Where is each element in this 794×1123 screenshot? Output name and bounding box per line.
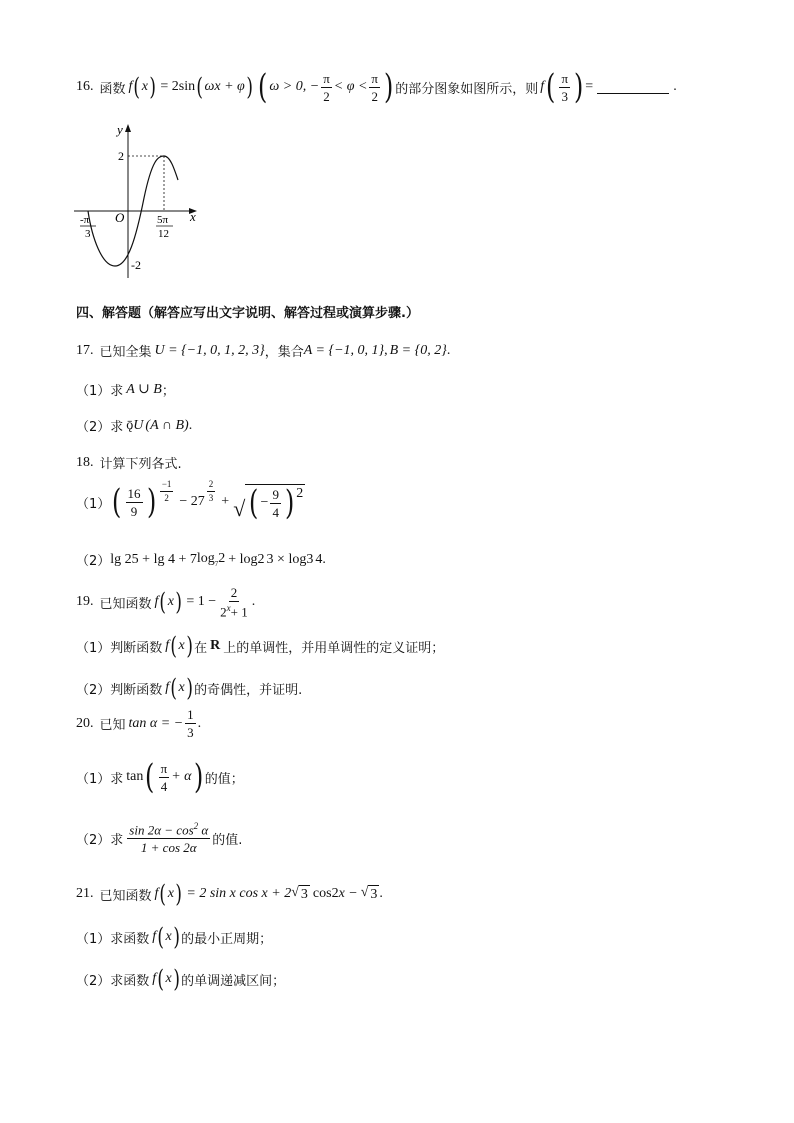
paren-left: ( <box>157 923 165 951</box>
math-cos: cos <box>312 886 332 901</box>
min-label: -2 <box>131 258 141 272</box>
den-exp: x <box>226 603 231 613</box>
question-17 <box>76 341 450 360</box>
sqrt-3b <box>361 885 380 903</box>
text: 在 <box>194 640 208 656</box>
paren-left: ( <box>133 73 141 101</box>
period: . <box>446 342 451 358</box>
math-union: A ∪ B <box>126 382 162 397</box>
math-f: f <box>165 638 170 653</box>
math-x-minus: x − <box>338 886 358 901</box>
radicand: 3 <box>300 887 308 902</box>
big-paren-right: ) <box>146 482 156 522</box>
question-19 <box>76 586 255 618</box>
math-equals: = <box>585 79 594 94</box>
question-19-part-1 <box>76 634 444 658</box>
minus-27: − 27 <box>179 494 205 509</box>
numerator <box>160 480 174 492</box>
denominator: 9 <box>130 503 138 519</box>
question-text: 已知函数 <box>99 888 152 904</box>
math-arg: ωx + φ <box>204 79 245 94</box>
fraction-9-4 <box>270 488 281 519</box>
fraction-pi-4 <box>159 762 170 793</box>
denominator: 2 <box>323 88 330 104</box>
y-axis-label: y <box>117 122 123 137</box>
question-text-2: ，集合 <box>264 345 304 360</box>
math-x: x <box>141 79 148 94</box>
paren-left: ( <box>159 880 167 908</box>
text: 的奇偶性，并证明. <box>194 682 303 698</box>
num-text: sin 2α − cos <box>129 822 194 838</box>
period: . <box>322 551 326 567</box>
denominator: 3 <box>187 725 194 740</box>
part-label: （1）判断函数 <box>76 640 163 656</box>
part-label: （2）求 <box>76 832 124 848</box>
radical-sign: √ <box>233 496 246 521</box>
math-f: f <box>154 886 159 901</box>
text: 的值. <box>212 832 243 848</box>
paren-right: ) <box>186 632 193 660</box>
question-16 <box>76 67 677 107</box>
reals-symbol: R <box>210 638 221 653</box>
plus-sign: + <box>221 494 230 509</box>
denominator: 4 <box>160 778 168 794</box>
paren-right: ) <box>186 674 193 702</box>
question-text: 函数 <box>99 81 126 97</box>
math-intersection: (A ∩ B) <box>145 417 189 433</box>
log-exp-tail: 2 <box>218 551 226 567</box>
question-text: 计算下列各式. <box>99 457 182 472</box>
y-axis-arrow <box>125 124 131 132</box>
text: 的值； <box>204 771 244 787</box>
question-17-part-2 <box>76 416 192 435</box>
question-number: 21. <box>76 886 94 901</box>
question-number: 19. <box>76 594 94 610</box>
numerator: 9 <box>272 486 279 502</box>
big-paren-left: ( <box>546 67 556 107</box>
question-20-part-2 <box>76 822 242 854</box>
sqrt-3 <box>291 885 310 903</box>
paren-left: ( <box>196 73 204 101</box>
part-label: （1）求函数 <box>76 931 150 947</box>
denominator: 2 <box>164 493 169 503</box>
set-A: A = {−1, 0, 1} <box>303 342 385 358</box>
max-label: 2 <box>118 149 124 163</box>
part-label: （1）求 <box>76 771 124 787</box>
log-expr-b: + log <box>228 551 258 567</box>
log-exp <box>197 551 225 568</box>
big-paren-left: ( <box>258 67 268 107</box>
math-tan: tan α = − <box>128 715 184 731</box>
text: 的最小正周期； <box>181 931 273 947</box>
numerator: 2 <box>207 480 216 492</box>
period: . <box>188 417 193 433</box>
question-number: 16. <box>76 79 94 94</box>
math-x: x <box>165 971 172 986</box>
pos-tick-denominator: 12 <box>158 228 169 240</box>
log-exp-sub: 7 <box>214 559 219 568</box>
numerator: π <box>561 70 569 86</box>
minus-sign: − <box>260 495 269 510</box>
numerator: 2 <box>230 585 238 600</box>
origin-label: O <box>115 210 125 225</box>
question-number: 20. <box>76 715 94 731</box>
fraction-16-9 <box>126 487 143 518</box>
math-f: f <box>165 680 170 695</box>
answer-blank[interactable] <box>597 81 669 94</box>
question-18 <box>76 453 182 472</box>
question-number: 18. <box>76 454 94 470</box>
square-exponent: 2 <box>296 486 304 501</box>
fraction-pi-2 <box>321 72 332 103</box>
log-expr-a: lg 25 + lg 4 + 7 <box>110 551 197 567</box>
log-exp-base: log <box>196 551 215 567</box>
complement-sub: U <box>133 417 144 433</box>
question-text: 已知函数 <box>99 596 152 612</box>
denominator: 3 <box>208 493 214 503</box>
radical-sign: √ <box>291 885 299 900</box>
big-paren-left: ( <box>112 482 122 522</box>
question-text: 已知 <box>99 718 126 733</box>
math-f: f <box>152 971 157 986</box>
question-20-part-1 <box>76 757 244 797</box>
exponent-2-3 <box>207 480 216 503</box>
radical-sign: √ <box>360 885 369 900</box>
num-sup: 2 <box>193 821 199 831</box>
paren-left: ( <box>170 632 178 660</box>
denominator: 3 <box>561 88 568 104</box>
fraction-2-over-2x-plus-1 <box>218 586 250 618</box>
paren-right: ) <box>173 965 180 993</box>
numerator: 1 <box>187 707 194 722</box>
pos-tick-numerator: 5π <box>157 214 169 226</box>
fraction-1-3 <box>185 708 196 739</box>
period: . <box>673 79 677 94</box>
log-expr-c: 3 × log <box>266 551 307 567</box>
neg-tick-denominator: 3 <box>85 228 91 240</box>
den-base: 2 <box>220 604 227 620</box>
question-text-2: 的部分图象如图所示，则 <box>395 81 539 97</box>
square-root <box>233 483 305 523</box>
set-U: U = {−1, 0, 1, 2, 3} <box>154 342 265 358</box>
part-label: （2） <box>76 554 111 569</box>
math-expr: = 2sin <box>160 79 196 94</box>
function-graph <box>66 118 206 288</box>
math-x: x <box>167 886 174 901</box>
question-number: 17. <box>76 342 94 358</box>
comma: , <box>384 342 388 358</box>
math-f: f <box>128 79 133 94</box>
math-condition: ω > 0, − <box>269 79 320 94</box>
question-19-part-2 <box>76 676 302 700</box>
big-paren-right: ) <box>574 67 584 107</box>
num-tail: α <box>198 822 209 838</box>
section-heading: 四、解答题（解答应写出文字说明、解答过程或演算步骤.） <box>76 306 419 321</box>
denominator <box>218 602 250 618</box>
period: . <box>197 715 202 731</box>
numerator <box>127 822 210 839</box>
denominator: 4 <box>272 504 279 520</box>
question-text: 已知全集 <box>99 345 152 360</box>
text: 上的单调性，并用单调性的定义证明； <box>223 640 445 656</box>
big-paren-left: ( <box>249 483 259 523</box>
denominator: 1 + cos 2α <box>140 840 197 856</box>
question-21 <box>76 882 383 906</box>
exp-num: 1 <box>166 479 172 489</box>
sup-2: 2 <box>331 886 339 901</box>
log-expr-d: 4 <box>315 551 323 567</box>
set-B: B = {0, 2} <box>389 342 447 358</box>
period: . <box>379 886 383 901</box>
paren-right: ) <box>175 880 182 908</box>
big-paren-right: ) <box>193 757 203 797</box>
question-21-part-1 <box>76 925 272 949</box>
part-label: （2）求 <box>76 420 124 435</box>
fraction-sin-cos <box>127 822 210 854</box>
exponent-neg-half <box>160 480 174 503</box>
paren-right: ) <box>149 73 156 101</box>
den-tail: + 1 <box>230 604 248 620</box>
big-paren-right: ) <box>284 483 295 523</box>
math-tan: tan <box>126 769 144 784</box>
part-label: （1）求 <box>76 384 124 399</box>
paren-right: ) <box>246 73 253 101</box>
paren-right: ) <box>175 588 182 617</box>
math-x: x <box>178 680 185 695</box>
part-label: （1） <box>76 496 111 512</box>
question-17-part-1 <box>76 380 175 399</box>
math-x: x <box>165 929 172 944</box>
text: 的单调递减区间； <box>181 973 286 989</box>
fraction-pi-3 <box>559 72 570 103</box>
log-sub-3: 3 <box>306 551 314 567</box>
question-18-part-2 <box>76 550 326 569</box>
paren-left: ( <box>170 674 178 702</box>
x-axis-label: x <box>190 209 196 224</box>
period: . <box>251 594 256 610</box>
denominator: 2 <box>371 88 378 104</box>
math-f: f <box>540 79 545 94</box>
complement-symbol: ǭ <box>126 417 134 433</box>
part-label: （2）判断函数 <box>76 682 163 698</box>
numerator: π <box>371 70 378 86</box>
paren-left: ( <box>157 965 165 993</box>
fraction-pi-2b <box>369 72 380 103</box>
math-x: x <box>167 594 174 610</box>
question-18-part-1 <box>76 479 305 523</box>
math-f: f <box>154 594 159 610</box>
radicand: 3 <box>370 887 378 902</box>
math-condition-2: < φ < <box>333 79 368 94</box>
punct: ； <box>161 384 175 399</box>
math-expr: = 1 − <box>186 594 217 610</box>
numerator: π <box>160 760 168 776</box>
log-sub-2: 2 <box>257 551 265 567</box>
part-label: （2）求函数 <box>76 973 150 989</box>
math-f: f <box>152 929 157 944</box>
math-x: x <box>178 638 185 653</box>
math-expr: = 2 sin x cos x + 2 <box>186 886 292 901</box>
numerator: π <box>323 70 330 86</box>
minus-sign: − <box>161 479 167 489</box>
paren-left: ( <box>159 588 167 617</box>
neg-tick-numerator: -π <box>80 214 90 226</box>
numerator: 16 <box>127 485 141 501</box>
big-paren-left: ( <box>145 757 155 797</box>
question-21-part-2 <box>76 967 285 991</box>
paren-right: ) <box>173 923 180 951</box>
radicand <box>245 483 305 523</box>
question-20 <box>76 708 201 739</box>
plus-alpha: + α <box>171 769 192 784</box>
big-paren-right: ) <box>383 67 394 107</box>
